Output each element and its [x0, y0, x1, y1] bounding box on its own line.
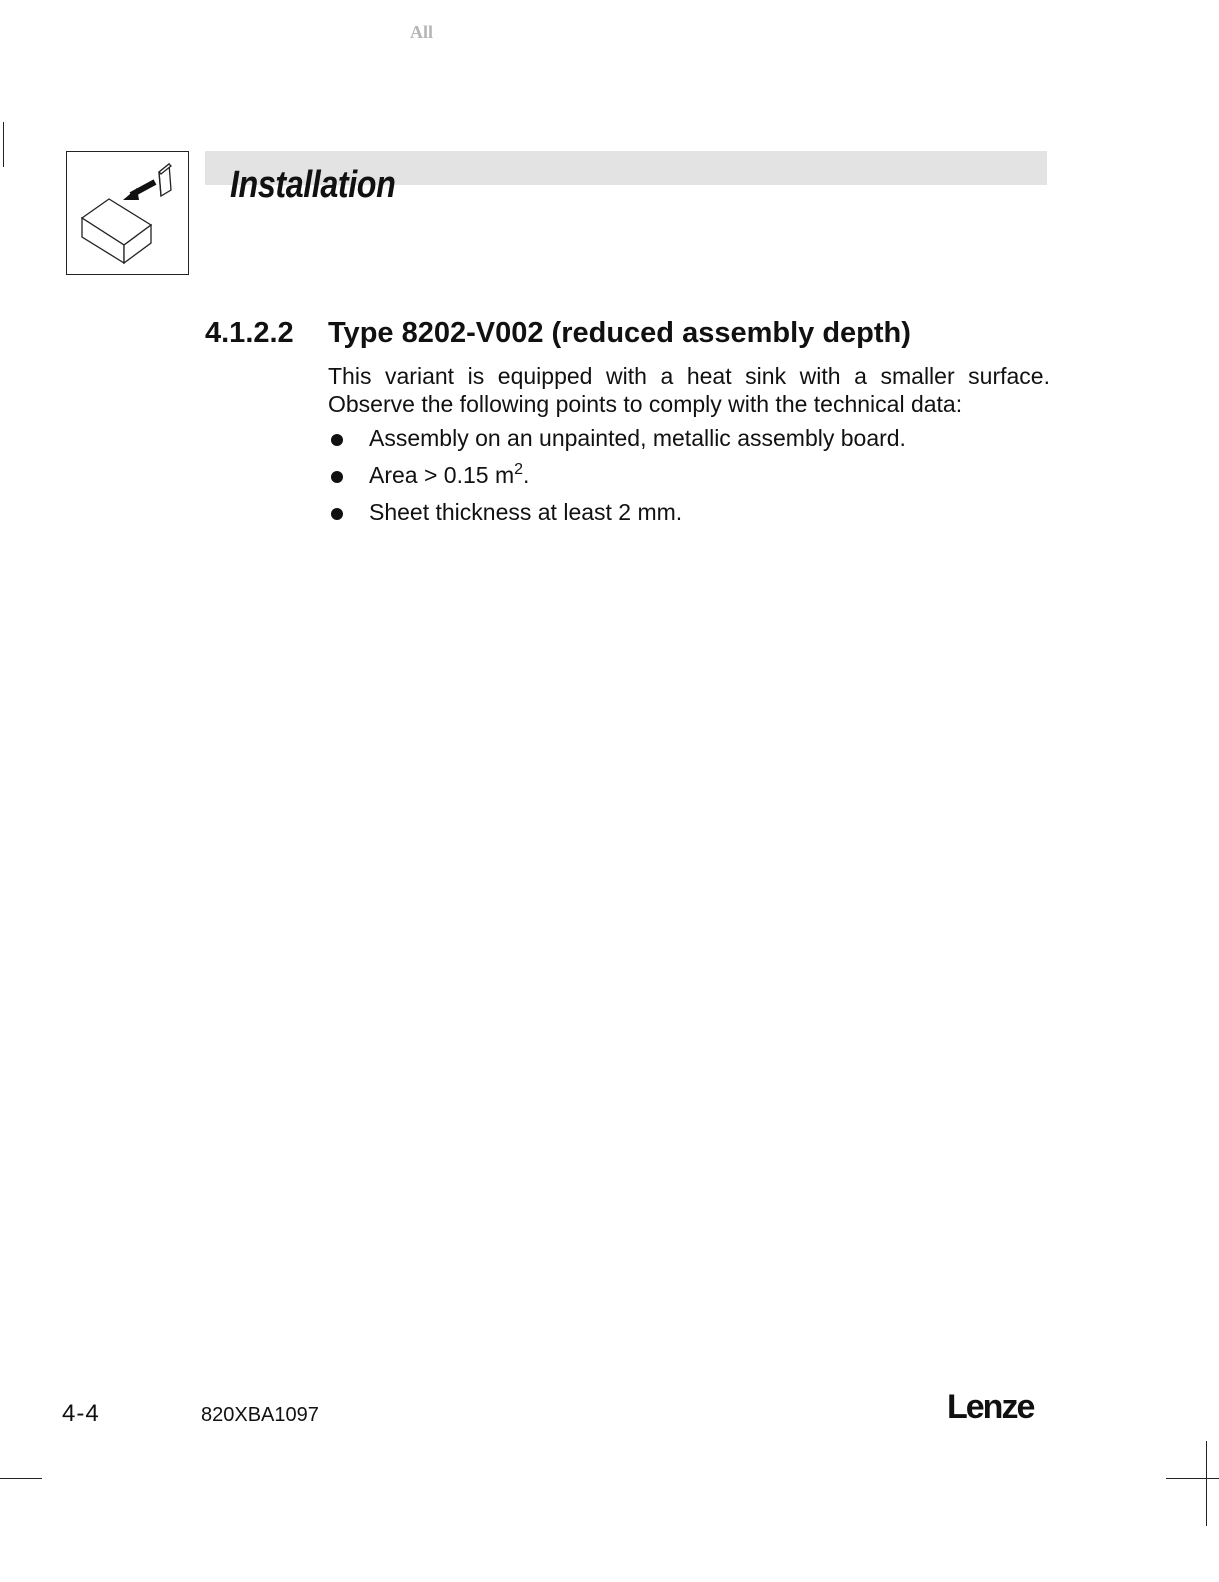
box-insertion-icon [67, 152, 190, 276]
header-watermark-label: All [410, 22, 434, 42]
list-item-text: Sheet thickness at least 2 mm. [369, 499, 683, 525]
requirements-list [328, 424, 906, 535]
bullet-icon [331, 434, 343, 446]
crop-mark-bottom-right-vertical [1206, 1441, 1207, 1526]
document-code: 820XBA1097 [201, 1404, 319, 1426]
list-item-superscript: 2 [514, 461, 524, 478]
list-item [328, 461, 906, 498]
section-intro-paragraph: This variant is equipped with a heat sink with a smaller surface. Observe the following points to comply with the technical data: [328, 363, 1050, 417]
list-item [328, 498, 906, 535]
lenze-logo: Lenze [947, 1388, 1034, 1426]
crop-mark-bottom-left [0, 1478, 42, 1479]
bullet-icon [331, 508, 343, 520]
list-item-text: Assembly on an unpainted, metallic assembly board. [369, 425, 906, 451]
list-item [328, 424, 906, 461]
installation-chapter-icon [66, 151, 189, 275]
crop-mark-bottom-right-horizontal [1166, 1478, 1219, 1479]
crop-mark-top-left [3, 122, 4, 167]
list-item-text: Area > 0.15 m [369, 462, 515, 488]
page-number: 4-4 [62, 1400, 100, 1427]
section-title: Type 8202-V002 (reduced assembly depth) [328, 317, 911, 349]
section-number: 4.1.2.2 [205, 317, 294, 349]
chapter-title: Installation [230, 164, 396, 206]
bullet-icon [331, 471, 343, 483]
list-item-suffix: . [523, 462, 530, 488]
